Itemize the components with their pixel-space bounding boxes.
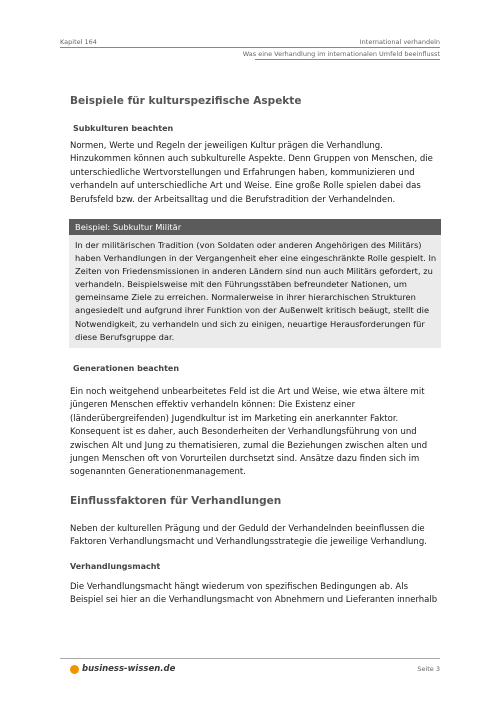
section-heading: Beispiele für kulturspezifische Aspekte	[70, 95, 302, 107]
paragraph-generationen: Ein noch weitgehend unbearbeitetes Feld ist die Art und Weise, wie etwa ältere mit jüngeren Menschen effektiv verhandeln können: Die Existenz einer (länderübergreifenden) Jugendkultur ist im Marketing ein anerkannter Faktor. Konsequent ist es daher, auch Besonderheiten der Verhandlungsführung von und zwischen Alt und Jung zu thematisieren, zumal die Beziehungen zwischen alten und jungen Menschen oft von Vorurteilen durchsetzt sind. Ansätze dazu finden sich im sogenannten Generationenmanagement.	[70, 387, 428, 478]
logo-text: business-wissen.de	[82, 664, 176, 674]
chapter-subtitle: Was eine Verhandlung im internationalen Umfeld beeinflusst	[242, 50, 440, 58]
header-rule	[60, 47, 440, 48]
footer-rule	[60, 658, 440, 659]
logo-dot-icon	[70, 665, 79, 674]
section-heading-einflussfaktoren: Einflussfaktoren für Verhandlungen	[70, 495, 282, 507]
page-number: Seite 3	[417, 665, 440, 673]
example-box-text: In der militärischen Tradition (von Soldaten oder anderen Angehörigen des Militärs) haben Verhandlungen in der Vergangenheit eher eine eingeschränkte Rolle gespielt. In Zeiten von Friedensmissionen in anderen Ländern sind nun auch Militärs gefordert, zu verhandeln. Beispielsweise mit den Führungsstäben befreundeter Nationen, um gemeinsame Ziele zu erreichen. Normalerweise in ihrer hierarchischen Strukturen angesiedelt und aufgrund ihrer Funktion von der Außenwelt kritisch beäugt, stellt die Notwendigkeit, zu verhandeln und sich zu einigen, neuartige Herausforderungen für diese Berufsgruppe dar.	[75, 240, 437, 342]
paragraph-subkulturen: Normen, Werte und Regeln der jeweiligen Kultur prägen die Verhandlung. Hinzukommen können auch subkulturelle Aspekte. Denn Gruppen von Menschen, die unterschiedliche Wertvorstellungen und Erfahrungen haben, kommunizieren und verhandeln auf unterschiedliche Art und Weise. Eine große Rolle spielen dabei das Berufsfeld bzw. der Arbeitsalltag und die Berufstradition der Verhandelnden.	[70, 141, 433, 205]
book-title: International verhandeln	[359, 38, 440, 46]
chapter-label: Kapitel 164	[60, 38, 97, 46]
subheading-generationen: Generationen beachten	[73, 364, 180, 373]
example-box-title: Beispiel: Subkultur Militär	[69, 219, 441, 235]
subheading-subkulturen: Subkulturen beachten	[73, 124, 174, 133]
paragraph-verhandlungsmacht: Die Verhandlungsmacht hängt wiederum von spezifischen Bedingungen ab. Als Beispiel sei hier an die Verhandlungsmacht von Abnehmern und Lieferanten innerhalb	[70, 582, 438, 606]
example-box	[69, 219, 441, 348]
paragraph-einflussfaktoren: Neben der kulturellen Prägung und der Geduld der Verhandelnden beeinflussen die Faktoren Verhandlungsmacht und Verhandlungsstrategie die jeweilige Verhandlung.	[70, 524, 427, 548]
subheading-verhandlungsmacht: Verhandlungsmacht	[70, 562, 161, 571]
subtitle-rule	[255, 59, 440, 60]
